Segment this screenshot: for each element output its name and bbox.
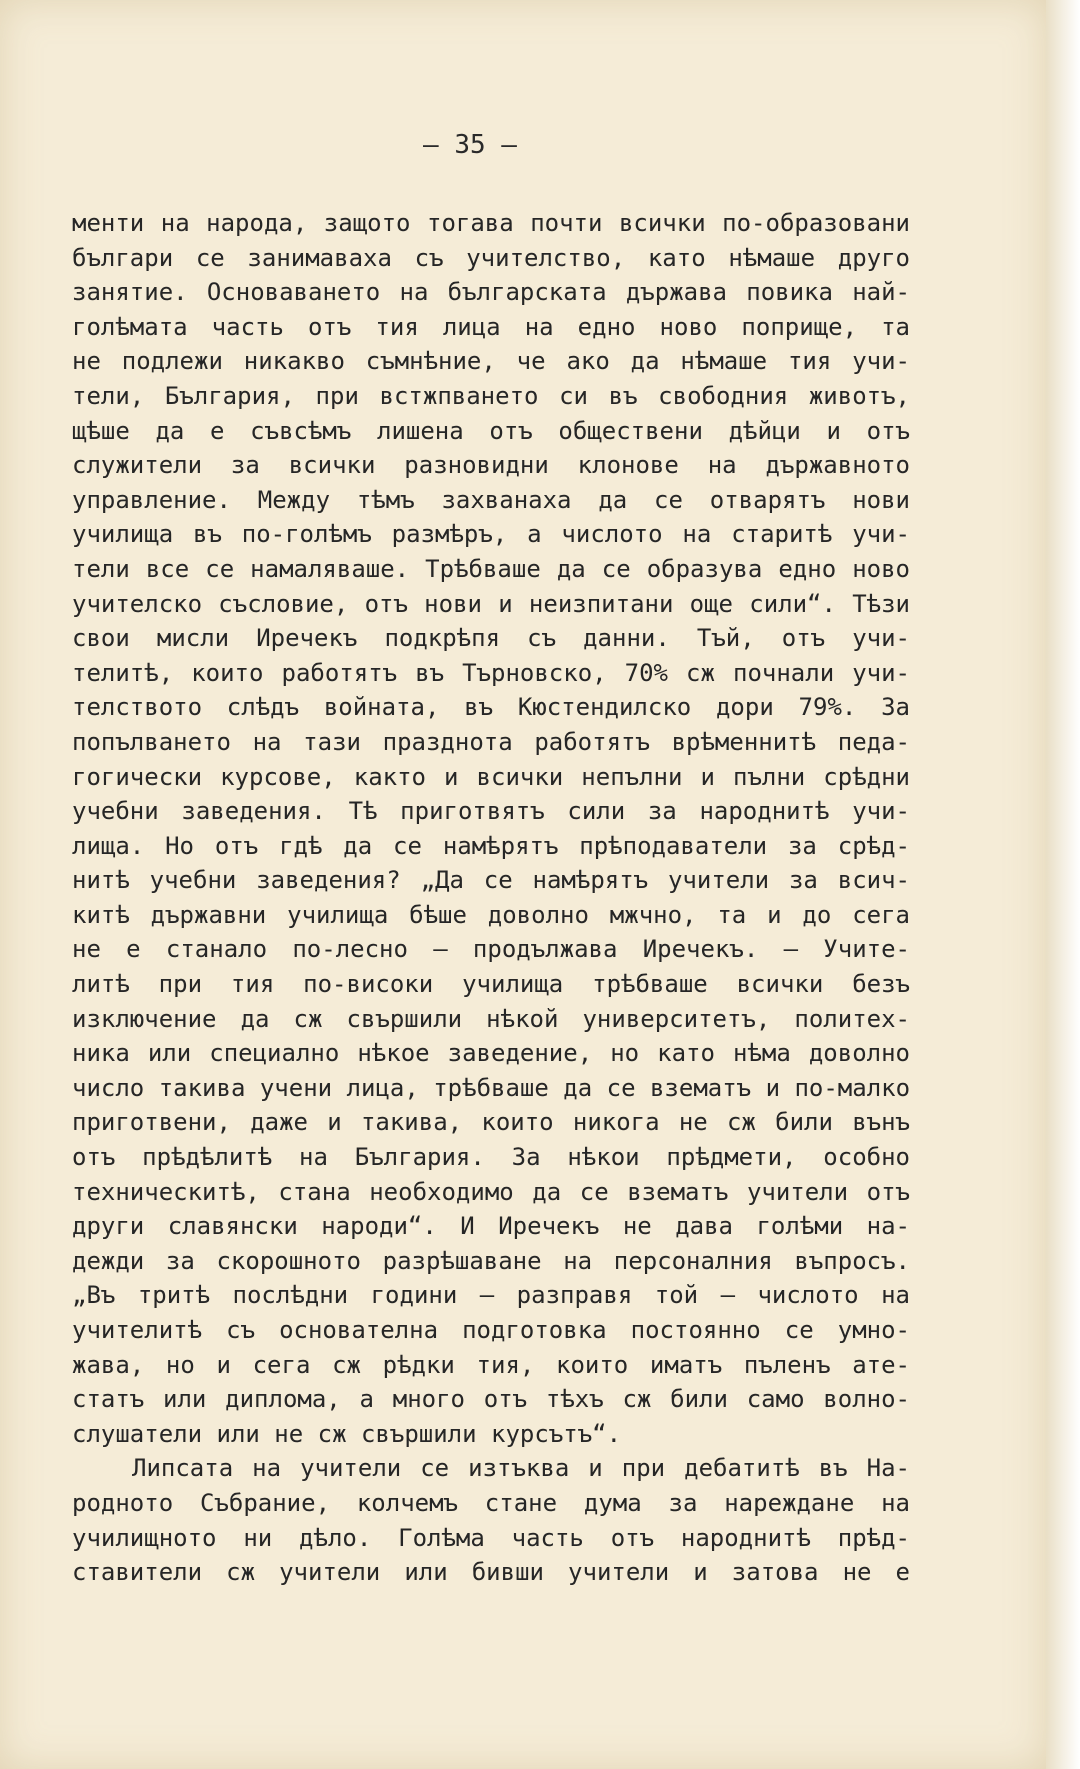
text-line: жава, но и сега сж рѣдки тия, които иматъ пъленъ ате- bbox=[72, 1350, 910, 1379]
page-number: — 35 — bbox=[423, 130, 517, 160]
text-line: отъ прѣдѣлитѣ на България. За нѣкои прѣдмети, особно bbox=[72, 1143, 910, 1172]
text-line: служители за всички разновидни клонове на държавното bbox=[72, 451, 910, 480]
text-line: свои мисли Иречекъ подкрѣпя съ данни. Тъй, отъ учи- bbox=[72, 624, 910, 653]
text-line: Липсата на учители се изтъква и при дебатитѣ въ На- bbox=[132, 1454, 910, 1483]
text-line: попълването на тази празднота работятъ врѣменнитѣ педа- bbox=[72, 727, 910, 756]
text-line: управление. Между тѣмъ захванаха да се отварятъ нови bbox=[72, 485, 910, 514]
page-edge bbox=[1046, 0, 1080, 1769]
text-line: число такива учени лица, трѣбваше да се взематъ и по-малко bbox=[72, 1073, 910, 1102]
text-line: голѣмата часть отъ тия лица на едно ново поприще, та bbox=[72, 312, 910, 341]
text-line: менти на народа, защото тогава почти всички по-образовани bbox=[72, 209, 910, 237]
text-line: дежди за скорошното разрѣшаване на персоналния въпросъ. bbox=[72, 1246, 910, 1275]
text-line: гогически курсове, както и всички непълни и пълни срѣдни bbox=[72, 762, 910, 791]
text-line: приготвени, даже и такива, които никога не сж били вънъ bbox=[72, 1108, 910, 1137]
text-line: родното Събрание, колчемъ стане дума за нареждане на bbox=[72, 1488, 910, 1517]
text-line: учителско съсловие, отъ нови и неизпитани още сили“. Тѣзи bbox=[72, 589, 910, 618]
text-line: ставители сж учители или бивши учители и затова не е bbox=[72, 1558, 910, 1587]
text-line: занятие. Основаването на българската държава повика най- bbox=[72, 278, 910, 307]
text-line: учебни заведения. Тѣ приготвятъ сили за народнитѣ учи- bbox=[72, 797, 910, 826]
text-line: не подлежи никакво съмнѣние, че ако да нѣмаше тия учи- bbox=[72, 347, 910, 376]
text-line: изключение да сж свършили нѣкой университетъ, политех- bbox=[72, 1004, 910, 1033]
text-line: лища. Но отъ гдѣ да се намѣрятъ прѣподаватели за срѣд- bbox=[72, 831, 910, 860]
text-line: училищното ни дѣло. Голѣма часть отъ народнитѣ прѣд- bbox=[72, 1523, 910, 1552]
text-line: телството слѣдъ войната, въ Кюстендилско дори 79%. За bbox=[72, 693, 910, 722]
text-line: китѣ държавни училища бѣше доволно мжчно, та и до сега bbox=[72, 900, 910, 929]
text-line: учителитѣ съ основателна подготовка постоянно се умно- bbox=[72, 1316, 910, 1344]
text-line: училища въ по-голѣмъ размѣръ, а числото на старитѣ учи- bbox=[72, 520, 910, 549]
text-line: нитѣ учебни заведения? „Да се намѣрятъ учители за всич- bbox=[72, 866, 910, 895]
text-line: българи се занимаваха съ учителство, като нѣмаше друго bbox=[72, 243, 910, 272]
text-line: щѣше да е съвсѣмъ лишена отъ обществени дѣйци и отъ bbox=[72, 416, 910, 445]
body-text bbox=[72, 206, 910, 1590]
text-line: техническитѣ, стана необходимо да се взематъ учители отъ bbox=[72, 1177, 910, 1206]
text-line: телитѣ, които работятъ въ Търновско, 70% сж почнали учи- bbox=[72, 658, 910, 687]
text-line: други славянски народи“. И Иречекъ не дава голѣми на- bbox=[72, 1212, 910, 1241]
text-line: тели все се намаляваше. Трѣбваше да се образува едно ново bbox=[72, 554, 910, 583]
text-line: статъ или диплома, а много отъ тѣхъ сж били само волно- bbox=[72, 1385, 910, 1414]
text-line: литѣ при тия по-високи училища трѣбваше всички безъ bbox=[72, 970, 910, 999]
text-line: ника или специално нѣкое заведение, но като нѣма доволно bbox=[72, 1039, 910, 1068]
text-line: тели, България, при встжпването си въ свободния животъ, bbox=[72, 381, 910, 410]
text-line: не е станало по-лесно — продължава Иречекъ. — Учите- bbox=[72, 935, 910, 964]
text-line: „Въ тритѣ послѣдни години — разправя той — числото на bbox=[72, 1281, 910, 1310]
text-line: слушатели или не сж свършили курсътъ“. bbox=[72, 1419, 622, 1448]
